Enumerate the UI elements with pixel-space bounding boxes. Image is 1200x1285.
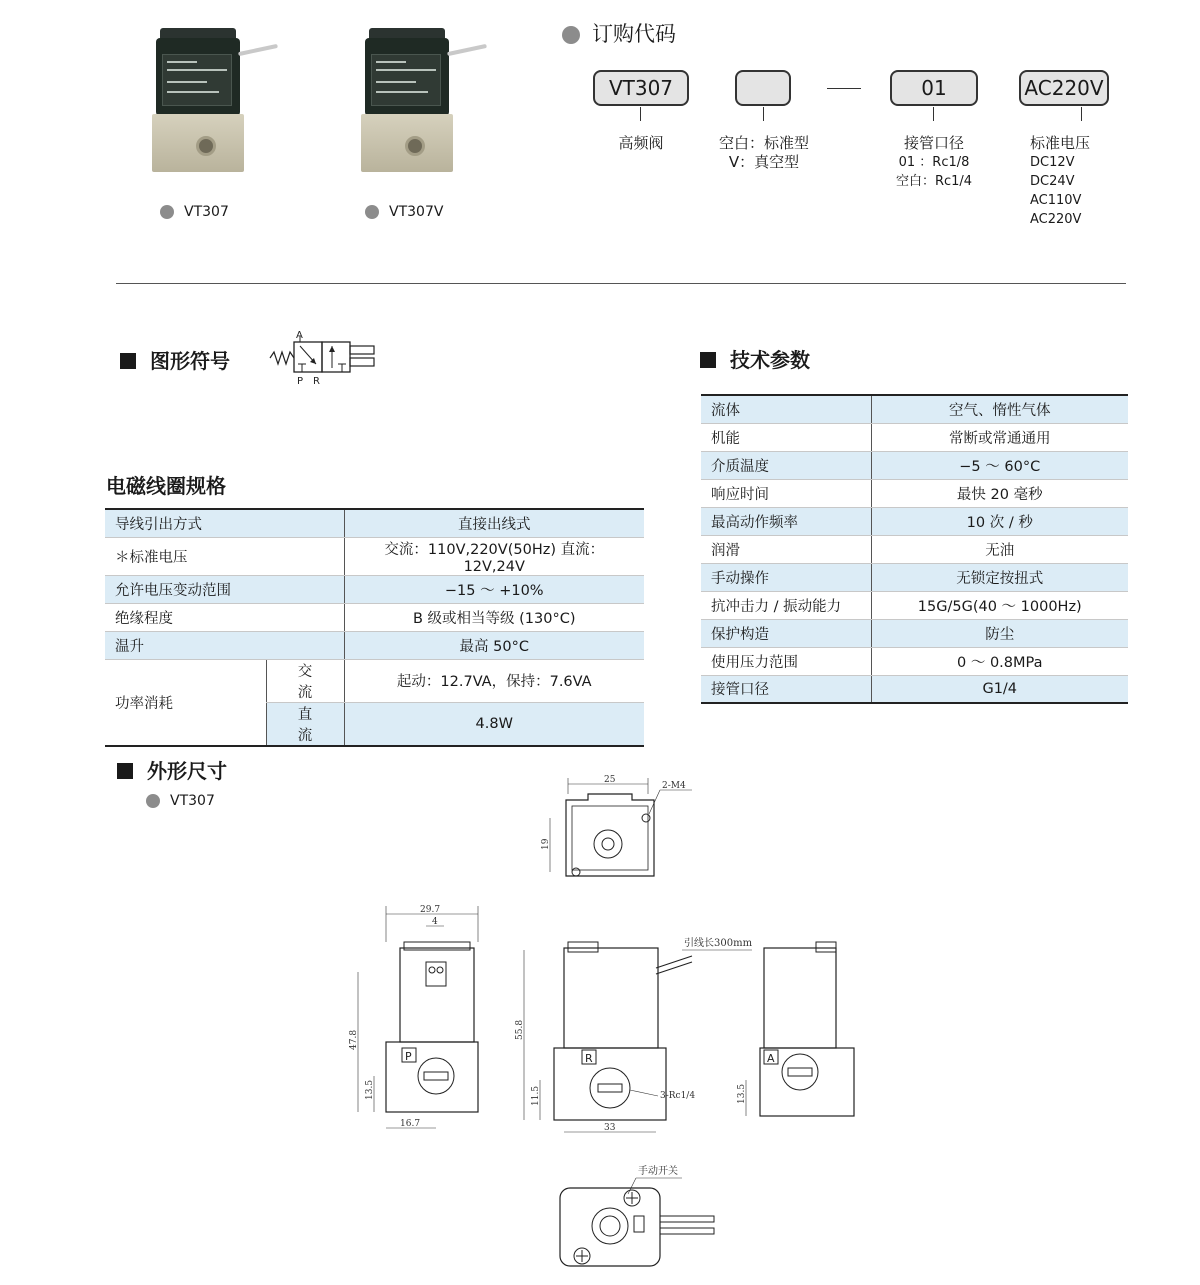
svg-text:4: 4 — [432, 917, 438, 927]
svg-text:引线长300mm: 引线长300mm — [684, 938, 753, 949]
bullet-icon — [146, 794, 160, 808]
svg-text:13.5: 13.5 — [365, 1079, 375, 1100]
drawing-bottom-view — [552, 1160, 722, 1272]
svg-text:R: R — [585, 1052, 593, 1065]
table-row: 手动操作 无锁定按扭式 — [701, 563, 1128, 591]
product-caption-vt307: VT307 — [160, 204, 229, 220]
port-label-a: A — [296, 330, 303, 341]
table-row: 最高动作频率 10 次 / 秒 — [701, 507, 1128, 535]
product-caption-vt307v: VT307V — [365, 204, 443, 220]
product-photo-vt307v — [355, 28, 465, 178]
symbol-heading: 图形符号 — [120, 345, 230, 374]
table-row: 接管口径 G1/4 — [701, 675, 1128, 703]
port-label-p: P — [297, 376, 304, 387]
bullet-icon — [562, 26, 580, 44]
order-code-dash — [827, 88, 861, 89]
svg-text:手动开关: 手动开关 — [638, 1166, 678, 1177]
order-code-desc-type: 空白：标准型 V：真空型 — [718, 134, 809, 171]
svg-text:19: 19 — [541, 838, 551, 850]
order-code-desc-port: 接管口径 01 ：Rc1/8 空白：Rc1/4 — [895, 134, 973, 189]
order-code-box-port: 01 — [890, 70, 978, 106]
drawing-front-view-r — [506, 930, 766, 1136]
square-bullet-icon — [120, 353, 136, 369]
svg-text:13.5: 13.5 — [737, 1083, 747, 1104]
bullet-icon — [365, 205, 379, 219]
bullet-icon — [160, 205, 174, 219]
table-row: 介质温度 −5 ～ 60°C — [701, 451, 1128, 479]
table-row: 流体 空气、惰性气体 — [701, 395, 1128, 423]
drawing-side-view-a — [730, 940, 860, 1120]
drawing-side-view-p — [344, 902, 494, 1134]
coil-table — [105, 508, 644, 747]
table-row: 机能 常断或常通通用 — [701, 423, 1128, 451]
port-label-r: R — [313, 376, 320, 387]
table-row: 抗冲击力 / 振动能力 15G/5G(40 ～ 1000Hz) — [701, 591, 1128, 619]
table-row: 保护构造 防尘 — [701, 619, 1128, 647]
order-code-heading: 订购代码 — [562, 18, 676, 48]
table-row: 温升 最高 50°C — [105, 631, 644, 659]
pneumatic-symbol — [266, 328, 378, 388]
drawing-top-view — [536, 772, 696, 892]
order-code-desc-voltage: 标准电压 DC12V DC24V AC110V AC220V — [1030, 134, 1091, 227]
table-row: 允许电压变动范围 −15 ～ +10% — [105, 575, 644, 603]
table-row: 响应时间 最快 20 毫秒 — [701, 479, 1128, 507]
section-divider — [116, 283, 1126, 284]
svg-text:16.7: 16.7 — [400, 1119, 421, 1129]
order-code-desc-series: 高频阀 — [618, 134, 664, 152]
dimensions-model-caption: VT307 — [146, 793, 215, 809]
product-photo-vt307 — [146, 28, 256, 178]
svg-text:29.7: 29.7 — [420, 905, 441, 915]
coil-heading: 电磁线圈规格 — [106, 474, 226, 498]
square-bullet-icon — [117, 763, 133, 779]
table-row: 直流 4.8W — [105, 702, 644, 746]
table-row: 导线引出方式 直接出线式 — [105, 509, 644, 537]
table-row: 使用压力范围 0 ～ 0.8MPa — [701, 647, 1128, 675]
table-row: 功率消耗 交流 起动：12.7VA，保持：7.6VA — [105, 659, 644, 702]
svg-text:11.5: 11.5 — [531, 1085, 541, 1106]
dimensions-heading: 外形尺寸 — [117, 755, 227, 784]
svg-text:47.8: 47.8 — [349, 1029, 359, 1050]
order-code-box-type — [735, 70, 791, 106]
svg-text:P: P — [405, 1050, 412, 1063]
tech-table — [701, 394, 1128, 704]
svg-text:55.8: 55.8 — [515, 1019, 525, 1040]
table-row: ＊标准电压 交流：110V,220V(50Hz) 直流：12V,24V — [105, 537, 644, 575]
tech-heading: 技术参数 — [700, 344, 810, 373]
order-code-box-series: VT307 — [593, 70, 689, 106]
table-row: 润滑 无油 — [701, 535, 1128, 563]
svg-text:A: A — [767, 1052, 775, 1065]
square-bullet-icon — [700, 352, 716, 368]
svg-text:33: 33 — [604, 1123, 616, 1133]
order-code-box-voltage: AC220V — [1019, 70, 1109, 106]
svg-text:25: 25 — [604, 775, 616, 785]
svg-text:3-Rc1/4: 3-Rc1/4 — [660, 1091, 696, 1101]
table-row: 绝缘程度 B 级或相当等级 (130°C) — [105, 603, 644, 631]
svg-text:2-M4: 2-M4 — [662, 781, 686, 791]
